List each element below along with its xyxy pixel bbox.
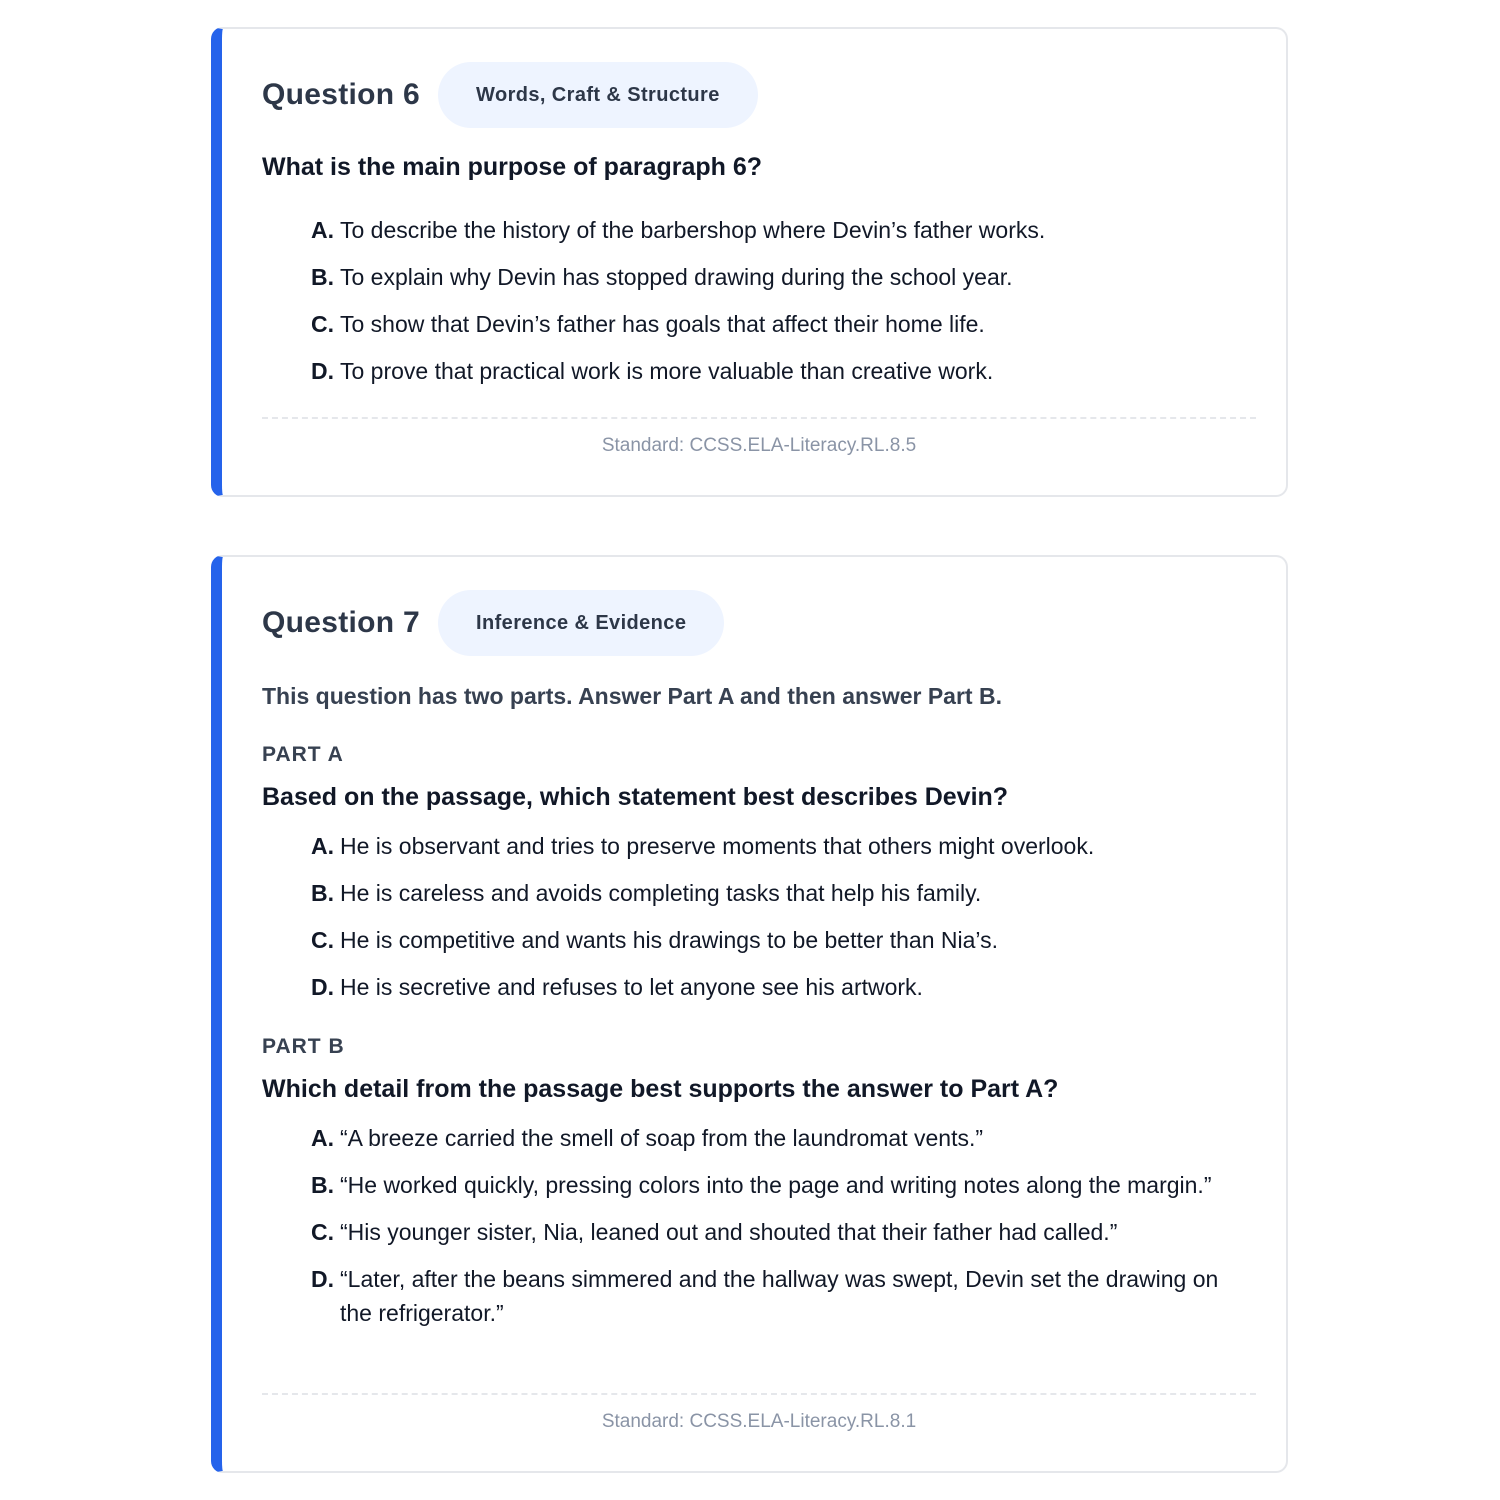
question-title: Question 7 [262,606,421,639]
divider [262,417,1256,419]
answer-option-c[interactable] [311,307,1236,341]
part-a-options [311,829,1236,1017]
part-a-option-d[interactable] [311,970,1236,1004]
option-letter: B. [311,1172,334,1198]
option-text: To prove that practical work is more valuable than creative work. [340,358,994,384]
part-b-option-c[interactable] [311,1215,1236,1249]
question-intro: This question has two parts. Answer Part A and then answer Part B. [262,683,1002,709]
question-header [262,62,758,128]
option-text: He is competitive and wants his drawings to be better than Nia’s. [340,927,998,953]
answer-options [311,213,1236,401]
option-letter: A. [311,217,334,243]
option-letter: C. [311,1219,334,1245]
standard-label: Standard: CCSS.ELA-Literacy.RL.8.1 [601,1411,917,1432]
part-a-stem: Based on the passage, which statement best describes Devin? [262,783,1009,811]
option-letter: D. [311,974,334,1000]
option-text: “A breeze carried the smell of soap from the laundromat vents.” [340,1125,984,1151]
part-a-option-a[interactable] [311,829,1236,863]
answer-option-d[interactable] [311,354,1236,388]
option-letter: B. [311,880,334,906]
option-letter: C. [311,311,334,337]
option-text: “His younger sister, Nia, leaned out and shouted that their father had called.” [340,1219,1118,1245]
option-text: He is careless and avoids completing tasks that help his family. [340,880,982,906]
skill-tag: Words, Craft & Structure [438,62,758,128]
question-header [262,590,724,656]
option-text: “He worked quickly, pressing colors into the page and writing notes along the margin.” [340,1172,1212,1198]
part-a-label: PART A [262,743,344,766]
option-text: He is secretive and refuses to let anyone see his artwork. [340,974,923,1000]
part-b-option-d[interactable] [311,1262,1236,1330]
standard-label: Standard: CCSS.ELA-Literacy.RL.8.5 [601,435,917,456]
option-letter: D. [311,358,334,384]
option-letter: D. [311,1266,334,1292]
option-letter: B. [311,264,334,290]
option-letter: C. [311,927,334,953]
part-a-option-b[interactable] [311,876,1236,910]
option-letter: A. [311,1125,334,1151]
question-title: Question 6 [262,78,421,111]
skill-tag: Inference & Evidence [438,590,724,656]
question-stem: What is the main purpose of paragraph 6? [262,153,763,181]
question-card-6 [211,27,1288,497]
option-text: To explain why Devin has stopped drawing during the school year. [340,264,1013,290]
part-b-stem: Which detail from the passage best supports the answer to Part A? [262,1075,1059,1103]
option-letter: A. [311,833,334,859]
answer-option-a[interactable] [311,213,1236,247]
option-text: He is observant and tries to preserve moments that others might overlook. [340,833,1095,859]
part-b-option-b[interactable] [311,1168,1236,1202]
option-text: To show that Devin’s father has goals that affect their home life. [340,311,985,337]
part-b-options [311,1121,1236,1343]
option-text: “Later, after the beans simmered and the hallway was swept, Devin set the drawing on the refrigerator.” [340,1266,1219,1326]
part-b-label: PART B [262,1035,345,1058]
divider [262,1393,1256,1395]
part-b-option-a[interactable] [311,1121,1236,1155]
part-a-option-c[interactable] [311,923,1236,957]
option-text: To describe the history of the barbershop where Devin’s father works. [340,217,1046,243]
question-card-7 [211,555,1288,1473]
answer-option-b[interactable] [311,260,1236,294]
